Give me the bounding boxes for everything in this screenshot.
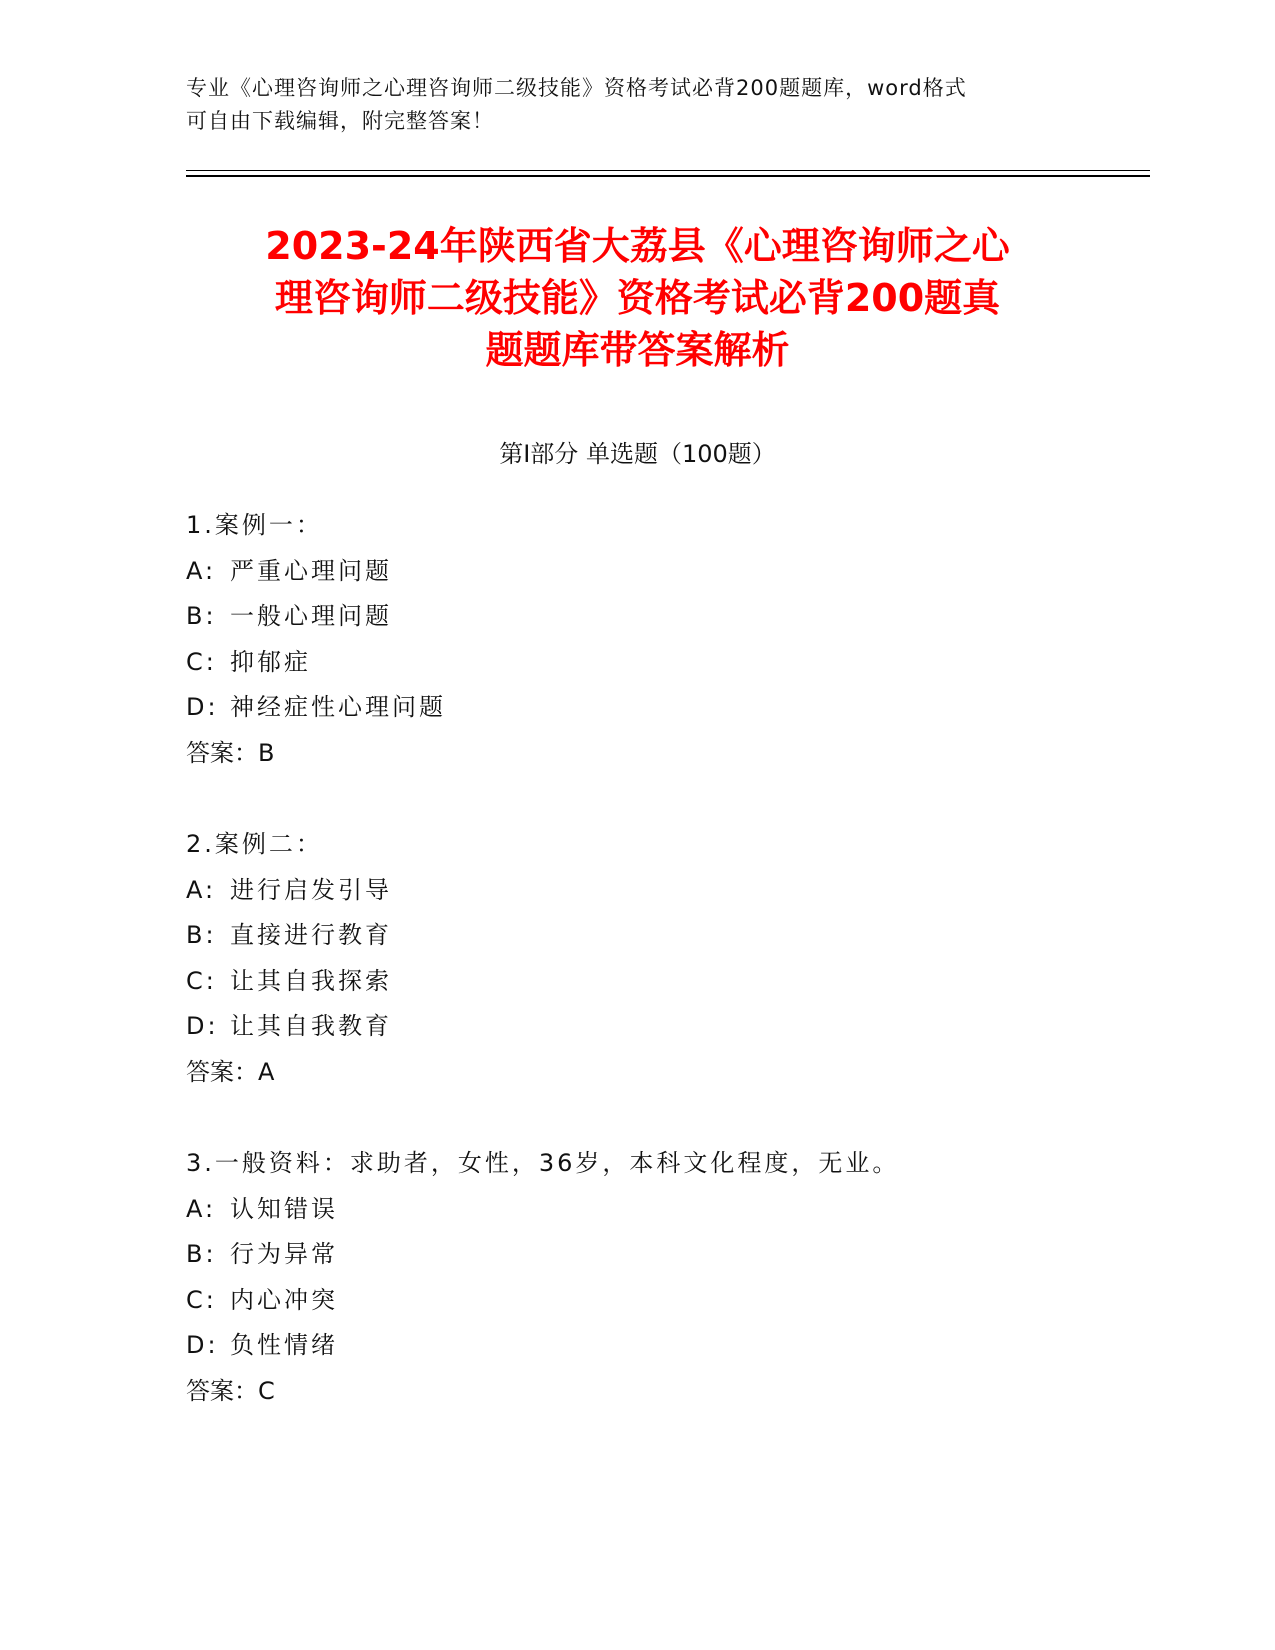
option-a: [186, 868, 1146, 914]
option-letter: B:: [186, 602, 217, 630]
option-text: 认知错误: [230, 1194, 338, 1223]
header-line-2: 可自由下载编辑，附完整答案！: [186, 109, 494, 133]
option-text: 行为异常: [230, 1240, 338, 1268]
option-a: [186, 549, 1146, 595]
option-text: 让其自我教育: [230, 1012, 392, 1040]
option-text: 一般心理问题: [230, 602, 392, 630]
option-letter: C:: [186, 1285, 217, 1314]
option-b: [186, 1232, 1146, 1278]
option-text: 抑郁症: [230, 647, 311, 676]
option-c: [186, 640, 1146, 686]
title-line-3: 题题库带答案解析: [485, 328, 790, 372]
header-note: [186, 72, 1086, 138]
option-d: [186, 1004, 1146, 1050]
answer: 答案：B: [186, 738, 275, 767]
question-stem: 1.案例一：: [186, 511, 323, 539]
option-d: [186, 685, 1146, 731]
option-text: 直接进行教育: [230, 921, 392, 949]
question-stem: 3.一般资料：求助者，女性，36岁，本科文化程度，无业。: [186, 1149, 900, 1177]
option-text: 负性情绪: [230, 1331, 338, 1359]
option-text: 内心冲突: [230, 1285, 338, 1314]
option-letter: C:: [186, 966, 217, 995]
answer: 答案：A: [186, 1057, 275, 1086]
question-1: [186, 503, 1146, 776]
option-c: [186, 1278, 1146, 1324]
answer: 答案：C: [186, 1376, 275, 1405]
option-letter: A:: [186, 1194, 217, 1223]
option-b: [186, 594, 1146, 640]
question-stem: 2.案例二：: [186, 830, 323, 858]
title-line-1: 2023-24年陕西省大荔县《心理咨询师之心: [265, 224, 1010, 268]
option-b: [186, 913, 1146, 959]
option-letter: D:: [186, 1012, 219, 1040]
option-letter: B:: [186, 921, 217, 949]
header-divider-thick: [186, 175, 1150, 177]
option-text: 进行启发引导: [230, 875, 392, 904]
option-letter: D:: [186, 1331, 219, 1359]
option-text: 让其自我探索: [230, 966, 392, 995]
option-a: [186, 1187, 1146, 1233]
option-c: [186, 959, 1146, 1005]
question-2: [186, 822, 1146, 1095]
option-letter: B:: [186, 1240, 217, 1268]
header-divider-thin: [186, 170, 1150, 171]
question-3: [186, 1141, 1146, 1414]
header-line-1: 专业《心理咨询师之心理咨询师二级技能》资格考试必背200题题库，word格式: [186, 76, 967, 100]
option-letter: A:: [186, 556, 217, 585]
option-text: 严重心理问题: [230, 556, 392, 585]
option-letter: D:: [186, 693, 219, 721]
option-d: [186, 1323, 1146, 1369]
document-title: [150, 220, 1125, 376]
section-title: 第Ⅰ部分 单选题（100题）: [499, 440, 776, 468]
option-letter: A:: [186, 875, 217, 904]
option-text: 神经症性心理问题: [230, 693, 446, 721]
title-line-2: 理咨询师二级技能》资格考试必背200题真: [274, 276, 1001, 320]
option-letter: C:: [186, 647, 217, 676]
